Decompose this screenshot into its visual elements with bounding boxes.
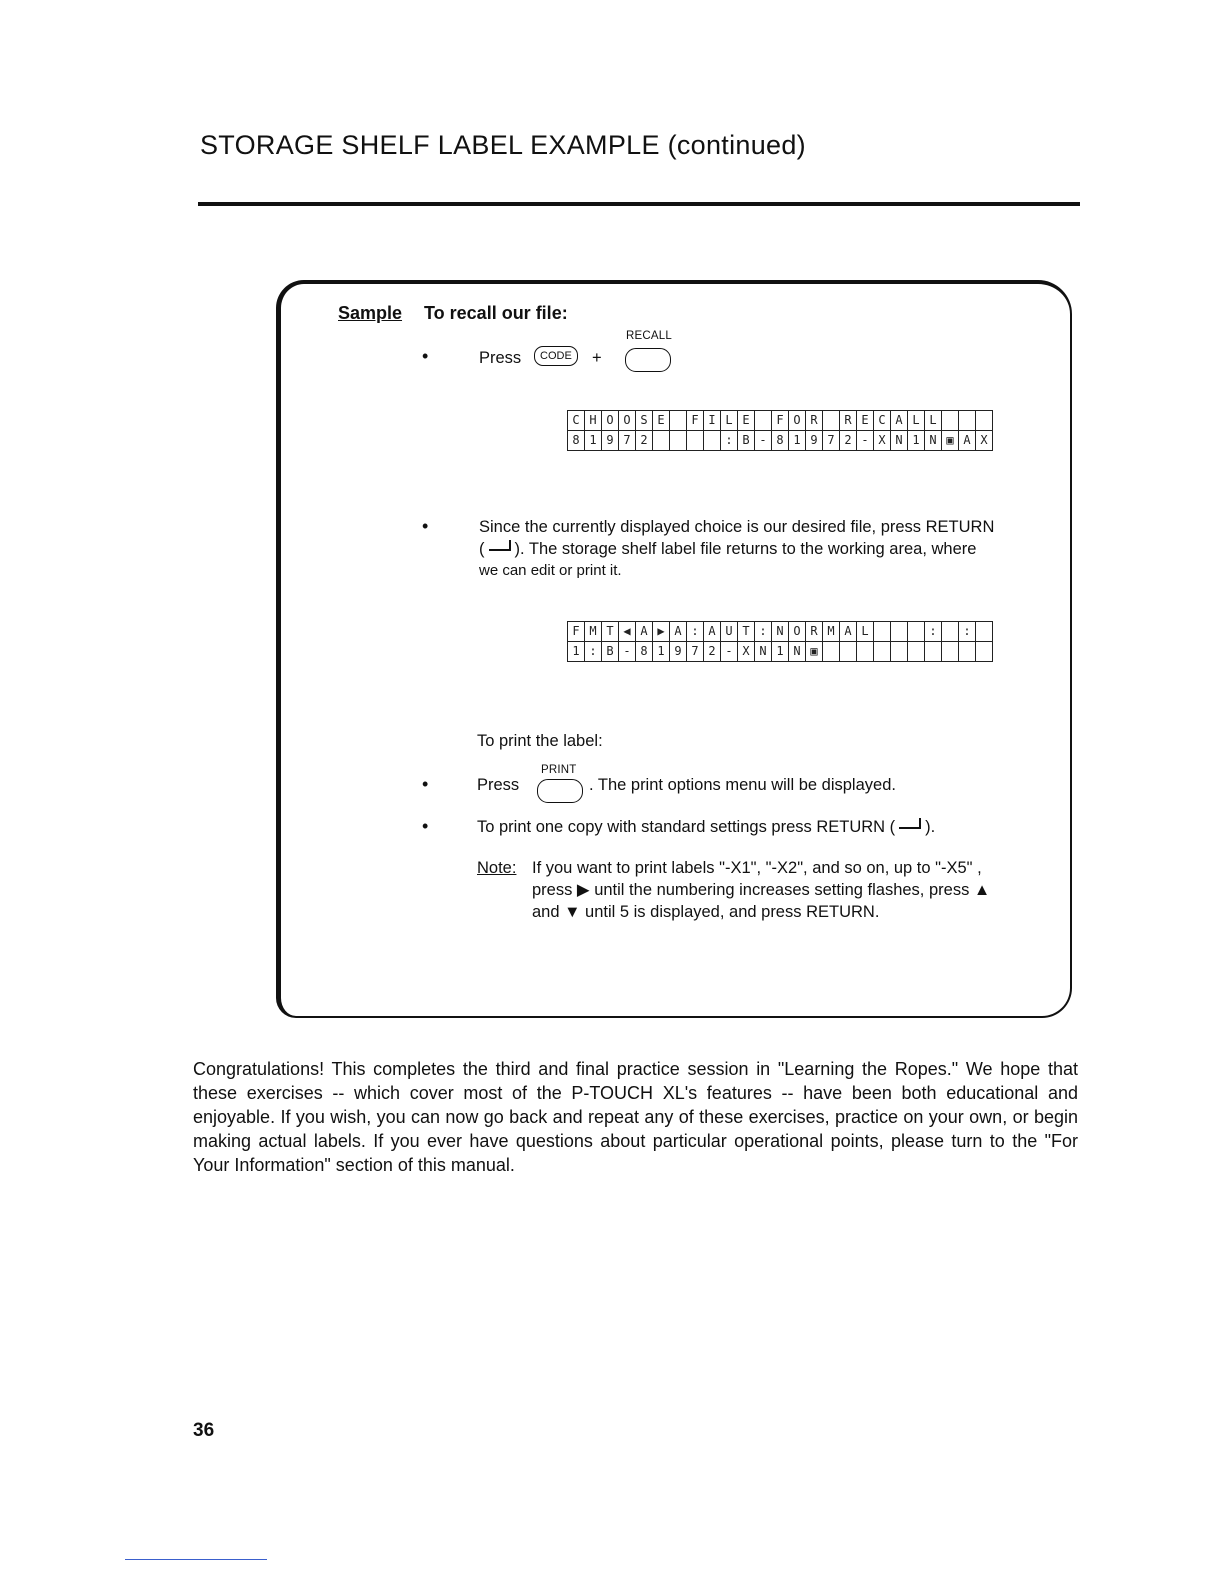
plus-sign: + [592, 349, 602, 367]
lcd-cell: A [704, 622, 721, 642]
lcd-cell [670, 431, 687, 451]
code-key [534, 346, 578, 366]
lcd-cell: 7 [687, 642, 704, 662]
lcd-cell: 2 [840, 431, 857, 451]
lcd-cell: A [891, 411, 908, 431]
lcd-cell: : [721, 431, 738, 451]
lcd-cell [942, 642, 959, 662]
lcd-cell: - [721, 642, 738, 662]
lcd-cell: 9 [670, 642, 687, 662]
lcd-cell [874, 622, 891, 642]
lcd-cell: B [602, 642, 619, 662]
lcd-cell [653, 431, 670, 451]
lcd-cell [976, 622, 993, 642]
lcd-cell: : [755, 622, 772, 642]
lcd-cell: 7 [619, 431, 636, 451]
lcd-cell [908, 642, 925, 662]
lcd-cell: R [806, 411, 823, 431]
lcd-cell [823, 642, 840, 662]
lcd-cell: I [704, 411, 721, 431]
lcd-row-2 [568, 431, 993, 451]
return-key-icon [899, 818, 921, 829]
note-line-1: If you want to print labels "-X1", "-X2", and so on, up to "-X5" , [532, 859, 982, 877]
lcd-cell [959, 642, 976, 662]
press-label: Press [477, 776, 520, 794]
print-key [537, 779, 583, 803]
lcd-cell: S [636, 411, 653, 431]
lcd-cell: F [568, 622, 585, 642]
lcd-cell: : [687, 622, 704, 642]
print-key-label: PRINT [541, 764, 577, 776]
page-title: STORAGE SHELF LABEL EXAMPLE (continued) [200, 130, 806, 160]
lcd-cell: 1 [568, 642, 585, 662]
return-line-3: we can edit or print it. [479, 562, 622, 579]
lcd-cell: M [585, 622, 602, 642]
lcd-cell: B [738, 431, 755, 451]
lcd-cell: N [755, 642, 772, 662]
lcd-cell: 1 [653, 642, 670, 662]
lcd-cell: - [755, 431, 772, 451]
lcd-cell: 1 [908, 431, 925, 451]
lcd-row-2 [568, 642, 993, 662]
lcd-cell: U [721, 622, 738, 642]
lcd-display-recall [567, 410, 993, 451]
copy-step [477, 816, 935, 838]
note-text [532, 857, 1042, 923]
lcd-cell: O [619, 411, 636, 431]
print-step: . The print options menu will be displayed. [589, 776, 896, 794]
lcd-row-1 [568, 622, 993, 642]
lcd-cell: 7 [823, 431, 840, 451]
bullet: • [422, 516, 429, 536]
note-line-3: and ▼ until 5 is displayed, and press RETURN. [532, 903, 880, 921]
lcd-cell [891, 622, 908, 642]
lcd-cell: E [653, 411, 670, 431]
code-key-label: CODE [534, 346, 578, 366]
lcd-cell [755, 411, 772, 431]
lcd-cell [942, 622, 959, 642]
bullet: • [422, 774, 429, 794]
recall-key-label: RECALL [626, 330, 672, 342]
lcd-cell [908, 622, 925, 642]
lcd-cell: - [619, 642, 636, 662]
lcd-cell: A [840, 622, 857, 642]
lcd-cell: L [908, 411, 925, 431]
lcd-cell: N [789, 642, 806, 662]
lcd-cell: O [789, 411, 806, 431]
lcd-cell: O [602, 411, 619, 431]
lcd-cell: 1 [789, 431, 806, 451]
lcd-cell: N [772, 622, 789, 642]
lcd-cell: ▶ [653, 622, 670, 642]
lcd-cell: 2 [636, 431, 653, 451]
lcd-cell: 8 [568, 431, 585, 451]
lcd-cell [942, 411, 959, 431]
lcd-cell: 8 [636, 642, 653, 662]
footer-line [125, 1559, 267, 1560]
lcd-cell: L [857, 622, 874, 642]
return-instruction [479, 516, 1054, 582]
page-number: 36 [193, 1420, 215, 1441]
lcd-cell [823, 411, 840, 431]
return-line-1: Since the currently displayed choice is our desired file, press RETURN [479, 518, 995, 536]
lcd-cell [670, 411, 687, 431]
lcd-cell: E [738, 411, 755, 431]
title-divider [198, 202, 1080, 206]
lcd-display-working [567, 621, 993, 662]
lcd-cell: R [840, 411, 857, 431]
lcd-cell: T [738, 622, 755, 642]
print-heading: To print the label: [477, 732, 603, 750]
lcd-cell: : [925, 622, 942, 642]
press-label: Press [479, 349, 522, 367]
lcd-cell: F [772, 411, 789, 431]
lcd-cell: N [891, 431, 908, 451]
return-key-icon [489, 540, 511, 551]
lcd-cell: - [857, 431, 874, 451]
lcd-cell: C [568, 411, 585, 431]
note-line-2: press ▶ until the numbering increases setting flashes, press ▲ [532, 881, 991, 899]
lcd-cell [959, 411, 976, 431]
lcd-cell: O [789, 622, 806, 642]
lcd-cell [704, 431, 721, 451]
lcd-cell: 8 [772, 431, 789, 451]
lcd-cell: C [874, 411, 891, 431]
lcd-cell: E [857, 411, 874, 431]
lcd-row-1 [568, 411, 993, 431]
lcd-cell: X [874, 431, 891, 451]
lcd-cell: 1 [585, 431, 602, 451]
lcd-cell: : [585, 642, 602, 662]
lcd-cell: L [925, 411, 942, 431]
lcd-cell: 2 [704, 642, 721, 662]
lcd-cell: 1 [772, 642, 789, 662]
lcd-cell: : [959, 622, 976, 642]
lcd-cell: ◀ [619, 622, 636, 642]
recall-key [625, 348, 671, 372]
lcd-cell [891, 642, 908, 662]
return-line-2 [479, 538, 1054, 560]
lcd-cell: 9 [602, 431, 619, 451]
lcd-cell [976, 411, 993, 431]
lcd-cell: A [636, 622, 653, 642]
lcd-cell [874, 642, 891, 662]
lcd-cell: L [721, 411, 738, 431]
bullet: • [422, 346, 429, 366]
closing-paragraph: Congratulations! This completes the third and final practice session in "Learning the Ropes." We hope that these exercises -- which cover most of the P-TOUCH XL's features -- have been both educational and enjoyable. If you wish, you can now go back and repeat any of these exercises, practice on your own, or begin making actual labels. If you ever have questions about particular operational points, please turn to the "For Your Information" section of this manual. [193, 1059, 1078, 1175]
lcd-cell: M [823, 622, 840, 642]
lcd-cell: A [959, 431, 976, 451]
copy-step-text: To print one copy with standard settings press RETURN ( [477, 818, 896, 836]
lcd-cell [687, 431, 704, 451]
lcd-cell: ▣ [806, 642, 823, 662]
lcd-cell: R [806, 622, 823, 642]
lcd-cell: 9 [806, 431, 823, 451]
sample-heading: To recall our file: [424, 303, 568, 323]
sample-label: Sample [338, 303, 403, 323]
lcd-cell: X [738, 642, 755, 662]
bullet: • [422, 816, 429, 836]
paren-open: ( [479, 540, 485, 558]
lcd-cell [925, 642, 942, 662]
lcd-cell [976, 642, 993, 662]
copy-step-close: ). [925, 818, 936, 836]
lcd-cell: ▣ [942, 431, 959, 451]
return-line-2-text: ). The storage shelf label file returns to the working area, where [514, 540, 977, 558]
lcd-cell: H [585, 411, 602, 431]
lcd-cell: N [925, 431, 942, 451]
lcd-cell [857, 642, 874, 662]
lcd-cell [840, 642, 857, 662]
lcd-cell: X [976, 431, 993, 451]
lcd-cell: F [687, 411, 704, 431]
lcd-cell: A [670, 622, 687, 642]
note-label: Note: [477, 859, 517, 877]
lcd-cell: T [602, 622, 619, 642]
